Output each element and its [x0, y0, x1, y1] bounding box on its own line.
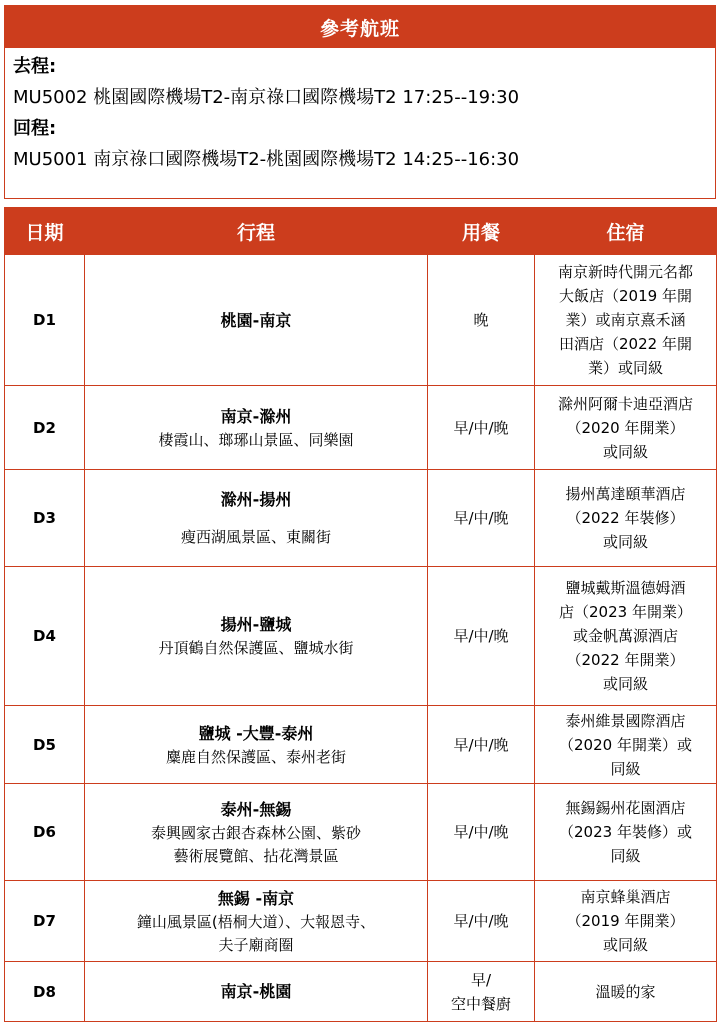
sightseeing-line: 泰興國家古銀杏森林公園、紫砂	[150, 823, 361, 842]
day-cell: D3	[5, 470, 85, 567]
itinerary-cell	[85, 706, 428, 784]
itinerary-table	[4, 207, 717, 1022]
itinerary-cell	[85, 962, 428, 1022]
sightseeing-line: 夫子廟商圈	[218, 935, 294, 954]
hotel-line: （2022 年開業）	[566, 651, 685, 669]
hotel-line: 或同級	[602, 533, 648, 551]
hotel-line: 業）或同級	[587, 359, 663, 377]
sightseeing-line: 棲霞山、瑯琊山景區、同樂園	[158, 430, 354, 449]
hotel-line: 溫暖的家	[595, 982, 656, 1001]
day-cell: D1	[5, 255, 85, 386]
meals-cell	[428, 962, 535, 1022]
itinerary-cell	[85, 386, 428, 470]
route-title: 鹽城 -大豐-泰州	[198, 723, 314, 743]
route-title: 滁州-揚州	[220, 490, 292, 509]
meal-text: 早/中/晚	[453, 418, 509, 437]
return-label: 回程:	[13, 118, 57, 139]
table-row	[5, 962, 717, 1022]
hotel-line: （2022 年裝修）	[566, 509, 685, 527]
meals-cell	[428, 706, 535, 784]
meal-text: 晚	[473, 311, 489, 329]
route-title: 揚州-鹽城	[220, 615, 292, 634]
table-row	[5, 784, 717, 881]
meal-text: 早/中/晚	[453, 823, 509, 841]
table-row	[5, 470, 717, 567]
hotel-cell	[535, 386, 717, 470]
meal-text: 早/中/晚	[453, 509, 509, 527]
header-meals: 用餐	[428, 208, 535, 255]
itinerary-cell	[85, 784, 428, 881]
outbound-flight: MU5002 桃園國際機場T2-南京祿口國際機場T2 17:25--19:30	[13, 87, 520, 108]
itinerary-cell	[85, 255, 428, 386]
hotel-cell	[535, 881, 717, 962]
itinerary-cell	[85, 567, 428, 706]
meals-cell	[428, 784, 535, 881]
sightseeing-line: 瘦西湖風景區、東關街	[180, 528, 331, 546]
meals-cell	[428, 255, 535, 386]
hotel-line: 滁州阿爾卡迪亞酒店	[557, 394, 693, 413]
hotel-line: 鹽城戴斯溫德姆酒	[565, 579, 686, 597]
hotel-line: 田酒店（2022 年開	[559, 335, 692, 353]
day-cell: D6	[5, 784, 85, 881]
route-title: 南京-桃園	[220, 982, 292, 1001]
meals-cell	[428, 470, 535, 567]
route-title: 泰州-無錫	[220, 799, 292, 819]
hotel-line: 或同級	[602, 442, 648, 461]
hotel-line: 無錫錫州花園酒店	[565, 799, 686, 817]
sightseeing-line: 藝術展覽館、拈花灣景區	[173, 846, 339, 865]
hotel-line: 大飯店（2019 年開	[559, 287, 692, 305]
hotel-line: 或同級	[602, 675, 648, 693]
hotel-cell	[535, 784, 717, 881]
hotel-line: （2020 年開業）或	[559, 735, 692, 754]
hotel-line: 店（2023 年開業）	[559, 603, 692, 621]
hotel-line: 同級	[610, 759, 641, 778]
day-cell: D5	[5, 706, 85, 784]
hotel-line: 同級	[610, 847, 641, 865]
table-header-row	[5, 208, 717, 255]
hotel-line: 或金帆萬源酒店	[572, 627, 678, 645]
flight-body	[5, 48, 715, 180]
header-date: 日期	[5, 208, 85, 255]
meal-text: 早/中/晚	[453, 735, 509, 754]
return-flight: MU5001 南京祿口國際機場T2-桃園國際機場T2 14:25--16:30	[13, 149, 520, 170]
header-hotel: 住宿	[535, 208, 717, 255]
itinerary-cell	[85, 470, 428, 567]
hotel-cell	[535, 962, 717, 1022]
outbound-label: 去程:	[13, 56, 57, 77]
itinerary-cell	[85, 881, 428, 962]
table-row	[5, 881, 717, 962]
hotel-line: 泰州維景國際酒店	[565, 711, 686, 730]
meals-cell	[428, 386, 535, 470]
hotel-line: 南京新時代開元名都	[557, 263, 693, 281]
hotel-line: （2023 年裝修）或	[559, 823, 692, 841]
day-cell: D4	[5, 567, 85, 706]
hotel-line: 揚州萬達頤華酒店	[565, 485, 686, 503]
meal-text: 早/中/晚	[453, 912, 509, 930]
meals-cell	[428, 567, 535, 706]
table-row	[5, 706, 717, 784]
meals-cell	[428, 881, 535, 962]
sightseeing-line: 麋鹿自然保護區、泰州老街	[165, 747, 346, 766]
meal-text: 空中餐廚	[450, 994, 511, 1013]
flight-info-box	[4, 5, 716, 199]
hotel-cell	[535, 706, 717, 784]
hotel-line: 業）或南京熹禾涵	[565, 311, 686, 329]
route-title: 無錫 -南京	[217, 888, 295, 908]
route-title: 南京-滁州	[220, 406, 292, 426]
table-row	[5, 386, 717, 470]
hotel-line: 或同級	[602, 936, 648, 954]
day-cell: D2	[5, 386, 85, 470]
sightseeing-line: 丹頂鶴自然保護區、鹽城水街	[158, 639, 354, 657]
hotel-cell	[535, 255, 717, 386]
hotel-line: 南京蜂巢酒店	[580, 888, 671, 906]
table-row	[5, 255, 717, 386]
header-itinerary: 行程	[85, 208, 428, 255]
hotel-line: （2020 年開業）	[566, 418, 685, 437]
day-cell: D7	[5, 881, 85, 962]
hotel-cell	[535, 567, 717, 706]
flight-title: 參考航班	[5, 6, 715, 48]
table-row	[5, 567, 717, 706]
route-title: 桃園-南京	[220, 310, 292, 330]
hotel-line: （2019 年開業）	[566, 912, 685, 930]
sightseeing-line: 鐘山風景區(梧桐大道）、大報恩寺、	[136, 912, 376, 931]
day-cell: D8	[5, 962, 85, 1022]
meal-text: 早/	[470, 970, 492, 989]
meal-text: 早/中/晚	[453, 627, 509, 645]
hotel-cell	[535, 470, 717, 567]
